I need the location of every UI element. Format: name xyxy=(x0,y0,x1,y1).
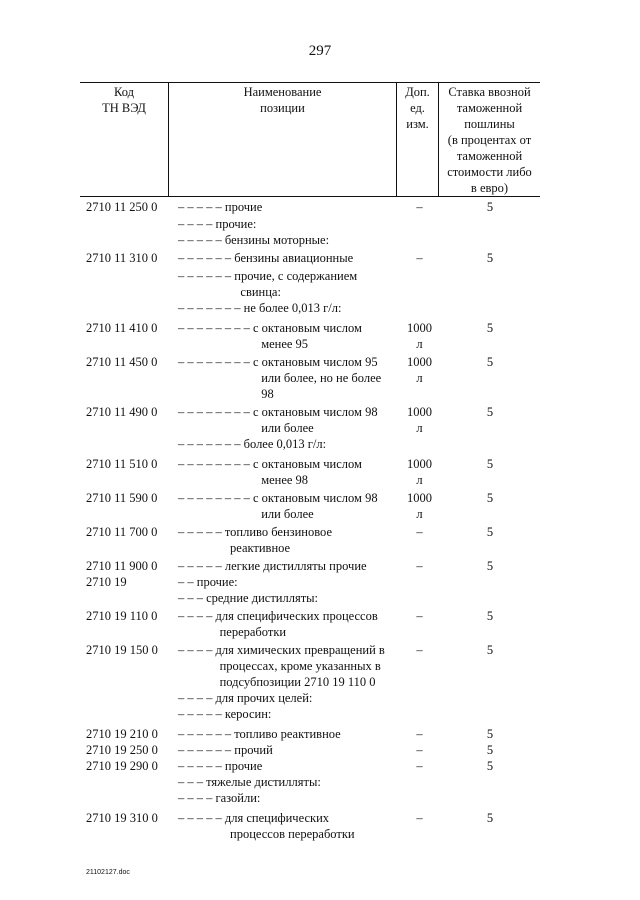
duty-rate: 5 xyxy=(486,609,494,623)
table-row xyxy=(0,574,640,590)
position-name-line: – – – – газойли: xyxy=(178,791,261,805)
table-row xyxy=(0,232,640,248)
unit-line: – xyxy=(416,559,423,573)
duty-rate: 5 xyxy=(486,811,494,825)
additional-unit xyxy=(397,558,442,574)
table-row xyxy=(0,742,640,758)
table-row xyxy=(0,642,640,690)
tariff-code: 2710 19 150 0 xyxy=(86,643,158,657)
duty-rate: 5 xyxy=(486,405,494,419)
unit-line: л xyxy=(416,473,423,487)
position-name-line: процессах, кроме указанных в xyxy=(219,659,381,673)
tariff-code: 2710 11 590 0 xyxy=(86,491,158,505)
position-name-line: – – – – – – – – с октановым числом xyxy=(178,457,362,471)
position-name xyxy=(178,758,396,774)
position-name xyxy=(178,456,396,488)
position-name xyxy=(178,199,396,215)
duty-rate: 5 xyxy=(486,559,494,573)
duty-rate: 5 xyxy=(486,355,494,369)
duty-rate: 5 xyxy=(486,525,494,539)
position-name-line: – – – – – – прочие, с содержанием xyxy=(178,269,358,283)
tariff-code: 2710 19 250 0 xyxy=(86,743,158,757)
duty-rate: 5 xyxy=(486,251,494,265)
unit-line: 1000 xyxy=(407,457,432,471)
position-name-line: – – – средние дистилляты: xyxy=(178,591,319,605)
unit-line: л xyxy=(416,337,423,351)
additional-unit xyxy=(397,726,442,742)
position-name-line: или более xyxy=(261,507,314,521)
duty-rate: 5 xyxy=(486,727,494,741)
table-row xyxy=(0,268,640,300)
additional-unit xyxy=(397,354,442,386)
tariff-code: 2710 11 700 0 xyxy=(86,525,158,539)
position-name-line: – – – – – – – – с октановым числом 95 xyxy=(178,355,378,369)
position-name-line: – – – – для специфических процессов xyxy=(178,609,378,623)
position-name xyxy=(178,642,396,690)
position-name-line: – – – – прочие: xyxy=(178,217,257,231)
tariff-code: 2710 19 xyxy=(86,575,127,589)
unit-line: 1000 xyxy=(407,491,432,505)
position-name-line: – – – – – – – не более 0,013 г/л: xyxy=(178,301,342,315)
duty-rate: 5 xyxy=(486,457,494,471)
table-row xyxy=(0,404,640,436)
duty-rate: 5 xyxy=(486,491,494,505)
additional-unit xyxy=(397,742,442,758)
position-name-line: менее 95 xyxy=(261,337,309,351)
position-name xyxy=(178,268,396,300)
position-name-line: – – – – – легкие дистилляты прочие xyxy=(178,559,367,573)
additional-unit xyxy=(397,456,442,488)
header-top-rule xyxy=(80,82,540,83)
header-rate: Ставка ввозной таможенной пошлины (в процентах от таможенной стоимости либо в евро) xyxy=(447,85,532,195)
position-name-line: 98 xyxy=(261,387,274,401)
position-name xyxy=(178,608,396,640)
additional-unit xyxy=(397,524,442,540)
tariff-code: 2710 19 110 0 xyxy=(86,609,158,623)
position-name-line: свинца: xyxy=(240,285,281,299)
table-row xyxy=(0,558,640,574)
position-name xyxy=(178,354,396,402)
unit-line: – xyxy=(416,811,423,825)
position-name xyxy=(178,706,396,722)
unit-line: 1000 xyxy=(407,355,432,369)
tariff-table-body xyxy=(0,199,640,842)
duty-rate: 5 xyxy=(486,759,494,773)
header-code: Код ТН ВЭД xyxy=(102,85,146,115)
position-name-line: – – прочие: xyxy=(178,575,238,589)
tariff-code: 2710 11 450 0 xyxy=(86,355,158,369)
position-name xyxy=(178,250,396,266)
unit-line: 1000 xyxy=(407,321,432,335)
tariff-code: 2710 19 210 0 xyxy=(86,727,158,741)
unit-line: л xyxy=(416,371,423,385)
table-row xyxy=(0,706,640,722)
position-name xyxy=(178,232,396,248)
additional-unit xyxy=(397,250,442,266)
additional-unit xyxy=(397,608,442,624)
table-row xyxy=(0,216,640,232)
position-name-line: или более xyxy=(261,421,314,435)
unit-line: – xyxy=(416,643,423,657)
additional-unit xyxy=(397,810,442,826)
table-row xyxy=(0,250,640,266)
additional-unit xyxy=(397,404,442,436)
page-number: 297 xyxy=(308,43,332,59)
table-row xyxy=(0,456,640,488)
table-row xyxy=(0,436,640,452)
unit-line: – xyxy=(416,743,423,757)
unit-line: – xyxy=(416,525,423,539)
unit-line: – xyxy=(416,609,423,623)
position-name-line: процессов переработки xyxy=(230,827,355,841)
unit-line: л xyxy=(416,507,423,521)
position-name-line: – – – – – для специфических xyxy=(178,811,330,825)
position-name xyxy=(178,524,396,556)
position-name-line: – – – – – – – более 0,013 г/л: xyxy=(178,437,327,451)
position-name xyxy=(178,300,396,316)
position-name xyxy=(178,590,396,606)
position-name-line: – – – – – прочие xyxy=(178,200,263,214)
position-name xyxy=(178,558,396,574)
table-row xyxy=(0,790,640,806)
tariff-code: 2710 19 290 0 xyxy=(86,759,158,773)
position-name-line: или более, но не более xyxy=(261,371,382,385)
tariff-code: 2710 11 490 0 xyxy=(86,405,158,419)
tariff-code: 2710 11 900 0 xyxy=(86,559,158,573)
position-name-line: – – – – – – топливо реактивное xyxy=(178,727,341,741)
duty-rate: 5 xyxy=(486,200,494,214)
header-name: Наименование позиции xyxy=(243,85,322,115)
position-name xyxy=(178,404,396,436)
position-name xyxy=(178,790,396,806)
unit-line: л xyxy=(416,421,423,435)
additional-unit xyxy=(397,490,442,522)
position-name-line: подсубпозиции 2710 19 110 0 xyxy=(219,675,376,689)
position-name-line: – – – – – – прочий xyxy=(178,743,273,757)
document-filename: 21102127.doc xyxy=(86,869,130,876)
duty-rate: 5 xyxy=(486,321,494,335)
tariff-code: 2710 11 250 0 xyxy=(86,200,158,214)
table-row xyxy=(0,524,640,556)
unit-line: 1000 xyxy=(407,405,432,419)
duty-rate: 5 xyxy=(486,743,494,757)
table-row xyxy=(0,354,640,402)
tariff-code: 2710 19 310 0 xyxy=(86,811,158,825)
position-name xyxy=(178,726,396,742)
table-row xyxy=(0,726,640,742)
position-name-line: – – – – – – – – с октановым числом 98 xyxy=(178,491,378,505)
unit-line: – xyxy=(416,251,423,265)
table-row xyxy=(0,199,640,215)
table-row xyxy=(0,810,640,842)
position-name-line: переработки xyxy=(219,625,287,639)
position-name xyxy=(178,810,396,842)
table-row xyxy=(0,690,640,706)
position-name xyxy=(178,742,396,758)
table-row xyxy=(0,774,640,790)
table-row xyxy=(0,590,640,606)
additional-unit xyxy=(397,199,442,215)
position-name-line: – – – – – – – – с октановым числом 98 xyxy=(178,405,378,419)
header-unit: Доп. ед. изм. xyxy=(405,85,430,131)
position-name-line: – – – – – – – – с октановым числом xyxy=(178,321,362,335)
duty-rate: 5 xyxy=(486,643,494,657)
position-name xyxy=(178,574,396,590)
unit-line: – xyxy=(416,200,423,214)
table-row xyxy=(0,758,640,774)
position-name xyxy=(178,216,396,232)
additional-unit xyxy=(397,758,442,774)
position-name-line: – – – – – топливо бензиновое xyxy=(178,525,332,539)
additional-unit xyxy=(397,642,442,658)
position-name xyxy=(178,436,396,452)
position-name-line: – – – – – – бензины авиационные xyxy=(178,251,354,265)
table-row xyxy=(0,300,640,316)
tariff-code: 2710 11 510 0 xyxy=(86,457,158,471)
unit-line: – xyxy=(416,759,423,773)
table-row xyxy=(0,608,640,640)
position-name xyxy=(178,490,396,522)
unit-line: – xyxy=(416,727,423,741)
table-row xyxy=(0,320,640,352)
tariff-code: 2710 11 410 0 xyxy=(86,321,158,335)
position-name-line: – – – – для химических превращений в xyxy=(178,643,385,657)
position-name-line: – – – тяжелые дистилляты: xyxy=(178,775,321,789)
table-row xyxy=(0,490,640,522)
position-name-line: менее 98 xyxy=(261,473,309,487)
position-name-line: – – – – – прочие xyxy=(178,759,263,773)
position-name xyxy=(178,690,396,706)
position-name-line: – – – – для прочих целей: xyxy=(178,691,313,705)
position-name-line: – – – – – бензины моторные: xyxy=(178,233,330,247)
position-name xyxy=(178,774,396,790)
position-name-line: реактивное xyxy=(230,541,291,555)
additional-unit xyxy=(397,320,442,352)
tariff-code: 2710 11 310 0 xyxy=(86,251,158,265)
position-name-line: – – – – – керосин: xyxy=(178,707,272,721)
position-name xyxy=(178,320,396,352)
header-bottom-rule xyxy=(80,196,540,197)
